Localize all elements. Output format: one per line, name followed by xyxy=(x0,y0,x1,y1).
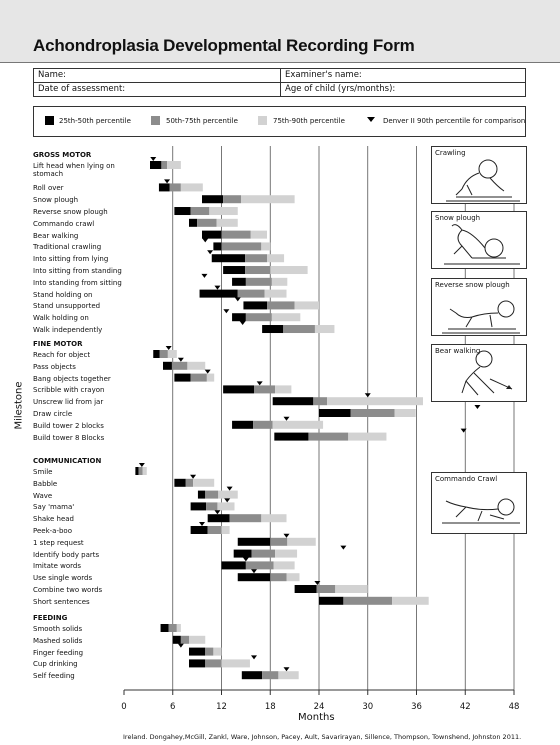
bar-25-50 xyxy=(173,636,181,644)
page-title: Achondroplasia Developmental Recording Form xyxy=(33,36,415,55)
crawling-illustration-icon xyxy=(432,147,528,205)
bar-25-50 xyxy=(213,242,221,250)
milestone-label: Peek-a-boo xyxy=(33,527,72,535)
picture-label-snow-plough: Snow plough xyxy=(435,214,481,222)
bar-50-75 xyxy=(170,183,181,191)
milestone-label: Walk holding on xyxy=(33,314,89,323)
denver-marker xyxy=(139,463,145,467)
bar-75-90 xyxy=(295,301,319,309)
bar-50-75 xyxy=(191,207,210,215)
bar-50-75 xyxy=(308,433,348,441)
bar-25-50 xyxy=(243,301,267,309)
picture-label-bear-walking: Bear walking xyxy=(435,347,481,355)
bar-75-90 xyxy=(187,362,205,370)
bar-75-90 xyxy=(181,183,203,191)
bar-25-50 xyxy=(198,491,205,499)
bar-75-90 xyxy=(222,659,250,667)
bar-25-50 xyxy=(174,207,190,215)
bar-75-90 xyxy=(274,561,295,569)
denver-marker xyxy=(365,393,371,397)
bar-75-90 xyxy=(218,491,238,499)
x-tick-label: 24 xyxy=(313,702,325,712)
bar-50-75 xyxy=(253,421,273,429)
bar-75-90 xyxy=(193,479,214,487)
milestone-label: Cup drinking xyxy=(33,660,78,669)
bar-25-50 xyxy=(273,397,314,405)
bar-25-50 xyxy=(150,161,161,169)
legend-label-50-75: 50th-75th percentile xyxy=(166,117,238,125)
denver-marker xyxy=(164,179,170,183)
bar-25-50 xyxy=(208,514,230,522)
bar-50-75 xyxy=(343,597,392,605)
milestone-label: Smile xyxy=(33,468,53,476)
denver-marker xyxy=(257,381,263,385)
bar-75-90 xyxy=(167,161,181,169)
bar-50-75 xyxy=(245,266,270,274)
milestone-label: Unscrew lid from jar xyxy=(33,398,104,407)
denver-marker xyxy=(214,510,220,514)
x-tick-label: 42 xyxy=(459,702,471,712)
bar-75-90 xyxy=(267,254,284,262)
milestone-label: Scribble with crayon xyxy=(33,386,105,395)
commando-crawl-illustration-icon xyxy=(432,473,528,535)
bar-50-75 xyxy=(206,502,217,510)
section-heading: GROSS MOTOR xyxy=(33,151,92,159)
bar-50-75 xyxy=(270,538,287,546)
bar-75-90 xyxy=(335,585,368,593)
milestone-label: Build tower 2 blocks xyxy=(33,421,104,430)
milestone-label: Identify body parts xyxy=(33,550,100,559)
bar-25-50 xyxy=(202,231,222,239)
bar-50-75 xyxy=(181,636,189,644)
bar-25-50 xyxy=(262,325,283,333)
denver-marker xyxy=(284,417,290,421)
bar-75-90 xyxy=(143,467,147,475)
section-heading: FINE MOTOR xyxy=(33,340,83,348)
snow-plough-illustration-icon xyxy=(432,212,528,270)
picture-bear-walking xyxy=(431,344,527,402)
milestone-label: Shake head xyxy=(33,515,74,524)
bar-75-90 xyxy=(213,648,221,656)
bar-50-75 xyxy=(191,374,207,382)
x-tick-label: 18 xyxy=(264,702,276,712)
legend-label-75-90: 75th-90th percentile xyxy=(273,117,345,125)
denver-marker xyxy=(243,557,249,561)
bar-75-90 xyxy=(177,624,181,632)
bar-75-90 xyxy=(273,421,323,429)
bar-75-90 xyxy=(395,409,416,417)
bar-50-75 xyxy=(205,491,218,499)
bar-75-90 xyxy=(392,597,429,605)
bar-25-50 xyxy=(135,467,138,475)
date-field[interactable]: Date of assessment: xyxy=(38,84,126,94)
picture-crawling xyxy=(431,146,527,204)
bar-25-50 xyxy=(295,585,317,593)
bar-75-90 xyxy=(327,397,423,405)
bar-50-75 xyxy=(252,550,276,558)
bar-75-90 xyxy=(272,278,287,286)
denver-marker xyxy=(284,534,290,538)
bear-walking-illustration-icon xyxy=(432,345,528,403)
bar-25-50 xyxy=(319,409,351,417)
milestone-label: Use single words xyxy=(33,574,93,583)
picture-label-crawling: Crawling xyxy=(435,149,466,157)
bar-25-50 xyxy=(232,278,246,286)
bar-50-75 xyxy=(246,561,274,569)
milestone-label: Traditional crawling xyxy=(33,243,102,252)
denver-marker xyxy=(224,498,230,502)
bar-75-90 xyxy=(209,207,237,215)
milestone-label: 1 step request xyxy=(33,538,84,547)
milestone-label: Stand holding on xyxy=(33,290,93,299)
bar-25-50 xyxy=(189,659,205,667)
denver-marker xyxy=(201,274,207,278)
x-tick-label: 12 xyxy=(216,702,227,712)
denver-marker xyxy=(178,644,184,648)
bar-50-75 xyxy=(139,467,143,475)
bar-25-50 xyxy=(189,219,197,227)
bar-50-75 xyxy=(205,659,221,667)
bar-25-50 xyxy=(163,362,172,370)
bar-25-50 xyxy=(238,538,271,546)
bar-75-90 xyxy=(275,385,291,393)
bar-50-75 xyxy=(245,254,267,262)
reverse-snow-plough-illustration-icon xyxy=(432,279,528,337)
denver-marker xyxy=(340,546,346,550)
bar-50-75 xyxy=(160,350,168,358)
milestone-label: Lift head when lying on stomach xyxy=(33,162,115,178)
bar-75-90 xyxy=(251,231,267,239)
milestone-label: Into sitting from lying xyxy=(33,255,109,264)
denver-marker xyxy=(150,157,156,161)
denver-marker xyxy=(202,238,208,242)
bar-50-75 xyxy=(223,195,241,203)
section-heading: COMMUNICATION xyxy=(33,457,102,465)
milestone-label: Into standing from sitting xyxy=(33,278,122,287)
milestone-label: Snow plough xyxy=(33,196,79,205)
bar-50-75 xyxy=(246,313,272,321)
bar-75-90 xyxy=(348,433,386,441)
y-axis-label: Milestone xyxy=(13,381,25,430)
bar-75-90 xyxy=(315,325,335,333)
bar-75-90 xyxy=(261,514,286,522)
picture-reverse-snow-plough xyxy=(431,278,527,336)
milestone-label: Smooth solids xyxy=(33,625,83,633)
x-tick-label: 36 xyxy=(411,702,422,712)
milestone-label: Commando crawl xyxy=(33,219,95,228)
bar-50-75 xyxy=(208,526,222,534)
milestone-label: Self feeding xyxy=(33,672,75,681)
bar-25-50 xyxy=(222,561,246,569)
credit-line: Ireland. Dongahey,McGill, Zankl, Ware, Johnson, Pacey, Ault, Savarirayan, Sillence, Thompson, Townshend, Johnston 2011. xyxy=(123,733,522,741)
bar-25-50 xyxy=(189,648,205,656)
milestone-label: Reverse snow plough xyxy=(33,208,108,217)
bar-25-50 xyxy=(274,433,308,441)
bar-25-50 xyxy=(191,502,206,510)
bar-75-90 xyxy=(261,242,270,250)
milestone-label: Wave xyxy=(33,491,53,500)
denver-marker xyxy=(314,581,320,585)
bar-25-50 xyxy=(200,290,238,298)
bar-50-75 xyxy=(351,409,395,417)
denver-marker xyxy=(166,346,172,350)
x-tick-label: 48 xyxy=(508,702,520,712)
bar-25-50 xyxy=(191,526,208,534)
bar-75-90 xyxy=(222,526,230,534)
bar-50-75 xyxy=(197,219,217,227)
bar-75-90 xyxy=(168,350,177,358)
bar-25-50 xyxy=(174,479,185,487)
denver-marker xyxy=(199,522,205,526)
picture-label-reverse-snow-plough: Reverse snow plough xyxy=(435,281,510,289)
bar-50-75 xyxy=(205,648,213,656)
denver-marker xyxy=(223,309,229,313)
milestone-label: Roll over xyxy=(33,184,64,193)
bar-75-90 xyxy=(278,671,298,679)
examiner-field[interactable]: Examiner's name: xyxy=(285,70,362,80)
bar-25-50 xyxy=(319,597,343,605)
legend-label-25-50: 25th-50th percentile xyxy=(59,117,131,125)
bar-50-75 xyxy=(246,278,272,286)
legend-label-denver: Denver II 90th percentile for comparison xyxy=(383,117,526,125)
milestone-label: Reach for object xyxy=(33,351,91,359)
denver-marker xyxy=(461,429,467,433)
bar-75-90 xyxy=(189,636,205,644)
milestone-label: Draw circle xyxy=(33,410,73,418)
bar-25-50 xyxy=(232,313,246,321)
age-field[interactable]: Age of child (yrs/months): xyxy=(285,84,396,94)
bar-25-50 xyxy=(174,374,190,382)
milestone-label: Into sitting from standing xyxy=(33,267,122,276)
milestone-label: Build tower 8 Blocks xyxy=(33,433,105,442)
bar-75-90 xyxy=(272,313,300,321)
bar-50-75 xyxy=(222,242,262,250)
milestone-label: Bang objects together xyxy=(33,374,111,383)
denver-marker xyxy=(214,286,220,290)
bar-75-90 xyxy=(275,550,297,558)
milestone-label: Imitate words xyxy=(33,562,81,571)
bar-50-75 xyxy=(222,231,251,239)
bar-75-90 xyxy=(287,573,300,581)
denver-marker xyxy=(227,487,233,491)
bar-75-90 xyxy=(207,374,214,382)
milestone-label: Babble xyxy=(33,479,58,488)
x-tick-label: 6 xyxy=(170,702,176,712)
bar-25-50 xyxy=(238,573,271,581)
milestone-label: Finger feeding xyxy=(33,648,84,657)
bar-75-90 xyxy=(241,195,295,203)
bar-50-75 xyxy=(283,325,315,333)
bar-25-50 xyxy=(202,195,223,203)
x-tick-label: 0 xyxy=(121,702,127,712)
bar-50-75 xyxy=(169,624,177,632)
picture-commando-crawl xyxy=(431,472,527,534)
bar-25-50 xyxy=(223,385,254,393)
bar-75-90 xyxy=(265,290,287,298)
denver-marker xyxy=(474,405,480,409)
bar-50-75 xyxy=(313,397,327,405)
bar-25-50 xyxy=(161,624,169,632)
name-field[interactable]: Name: xyxy=(38,70,66,80)
denver-marker xyxy=(251,569,257,573)
denver-marker xyxy=(190,475,196,479)
bar-50-75 xyxy=(254,385,275,393)
section-heading: FEEDING xyxy=(33,614,68,622)
bar-50-75 xyxy=(238,290,265,298)
bar-50-75 xyxy=(186,479,193,487)
picture-snow-plough xyxy=(431,211,527,269)
x-tick-label: 30 xyxy=(362,702,374,712)
denver-marker xyxy=(178,358,184,362)
bar-25-50 xyxy=(212,254,245,262)
bar-25-50 xyxy=(234,550,252,558)
milestone-label: Short sentences xyxy=(33,597,90,606)
milestone-label: Pass objects xyxy=(33,362,76,371)
bar-75-90 xyxy=(270,266,307,274)
bar-25-50 xyxy=(242,671,262,679)
denver-marker xyxy=(205,370,211,374)
bar-75-90 xyxy=(217,502,234,510)
picture-label-commando-crawl: Commando Crawl xyxy=(435,475,498,483)
denver-marker xyxy=(284,667,290,671)
bar-50-75 xyxy=(317,585,336,593)
bar-25-50 xyxy=(159,183,170,191)
bar-50-75 xyxy=(230,514,262,522)
denver-marker xyxy=(240,321,246,325)
denver-marker xyxy=(251,655,257,659)
milestone-label: Walk independently xyxy=(33,326,103,335)
milestone-label: Combine two words xyxy=(33,586,103,594)
bar-75-90 xyxy=(287,538,315,546)
bar-50-75 xyxy=(161,161,167,169)
denver-marker xyxy=(235,297,241,301)
x-axis-label: Months xyxy=(298,712,335,723)
bar-50-75 xyxy=(172,362,187,370)
bar-25-50 xyxy=(153,350,160,358)
bar-75-90 xyxy=(217,219,238,227)
bar-50-75 xyxy=(267,301,295,309)
milestone-label: Stand unsupported xyxy=(33,302,101,311)
milestone-label: Bear walking xyxy=(33,231,79,240)
denver-marker xyxy=(207,250,213,254)
bar-25-50 xyxy=(223,266,245,274)
milestone-label: Mashed solids xyxy=(33,636,83,645)
bar-25-50 xyxy=(232,421,253,429)
milestone-label: Say 'mama' xyxy=(33,503,75,512)
bar-50-75 xyxy=(262,671,278,679)
bar-50-75 xyxy=(270,573,286,581)
